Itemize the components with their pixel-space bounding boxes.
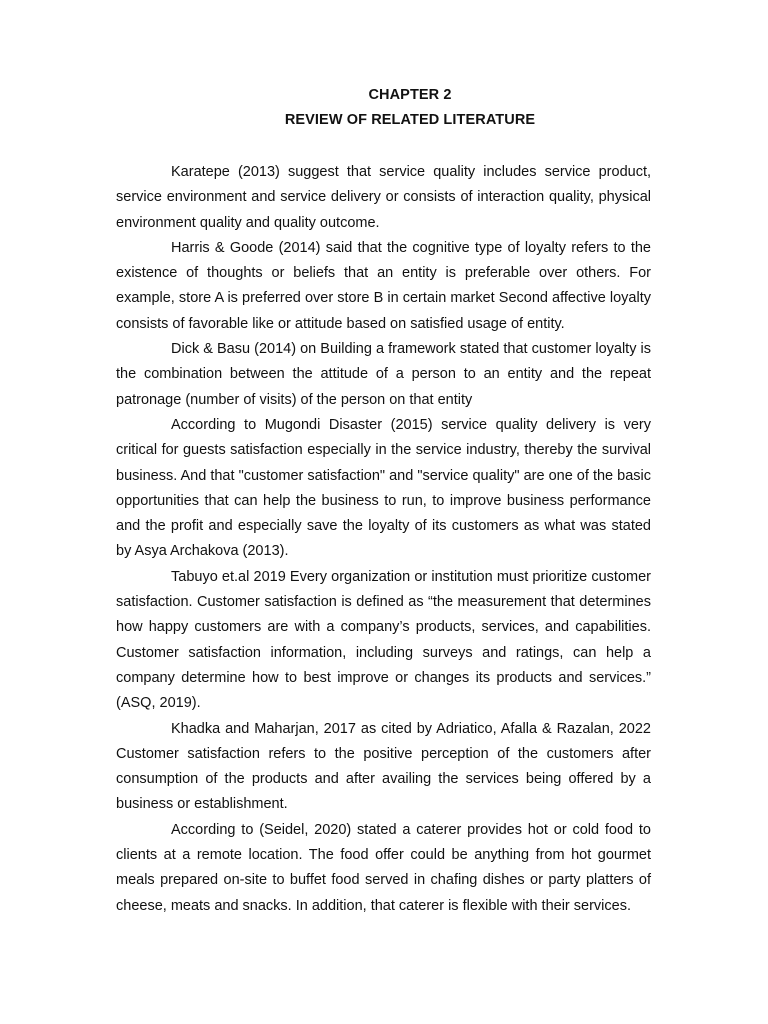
paragraph-karatepe: Karatepe (2013) suggest that service quality includes service product, service environment and service delivery or consists of interaction quality, physical environment quality and quality outcome. [116,164,651,231]
literature-review-body [116,160,651,919]
paragraph-harris-goode: Harris & Goode (2014) said that the cognitive type of loyalty refers to the existence of thoughts or beliefs that an entity is preferable over others. For example, store A is preferred over store B in certain market Second affective loyalty consists of favorable like or attitude based on satisfied usage of entity. [116,239,651,332]
paragraph-tabuyo: Tabuyo et.al 2019 Every organization or institution must prioritize customer satisfaction. Customer satisfaction is defined as “the measurement that determines how happy customers are with a company’s products, services, and capabilities. Customer satisfaction information, including surveys and ratings, can help a company determine how to best improve or changes its products and services.” (ASQ, 2019). [116,568,651,712]
paragraph-dick-basu: Dick & Basu (2014) on Building a framework stated that customer loyalty is the combination between the attitude of a person to an entity and the repeat patronage (number of visits) of the person on that entity [116,341,651,408]
paragraph-seidel: According to (Seidel, 2020) stated a caterer provides hot or cold food to clients at a remote location. The food offer could be anything from hot gourmet meals prepared on-site to buffet food served in chafing dishes or party platters of cheese, meats and snacks. In addition, that caterer is flexible with their services. [116,821,651,914]
chapter-label: CHAPTER 2 [368,87,452,103]
chapter-title: REVIEW OF RELATED LITERATURE [284,112,536,128]
paragraph-mugondi: According to Mugondi Disaster (2015) service quality delivery is very critical for guests satisfaction especially in the service industry, thereby the survival business. And that "customer satisfaction" and "service quality" are one of the basic opportunities that can help the business to run, to improve business performance and the profit and especially save the loyalty of its customers as what was stated by Asya Archakova (2013). [116,416,651,560]
paragraph-khadka-maharjan: Khadka and Maharjan, 2017 as cited by Adriatico, Afalla & Razalan, 2022 Customer satisfaction refers to the positive perception of the customers after consumption of the products and after availing the services being offered by a business or establishment. [116,720,651,813]
